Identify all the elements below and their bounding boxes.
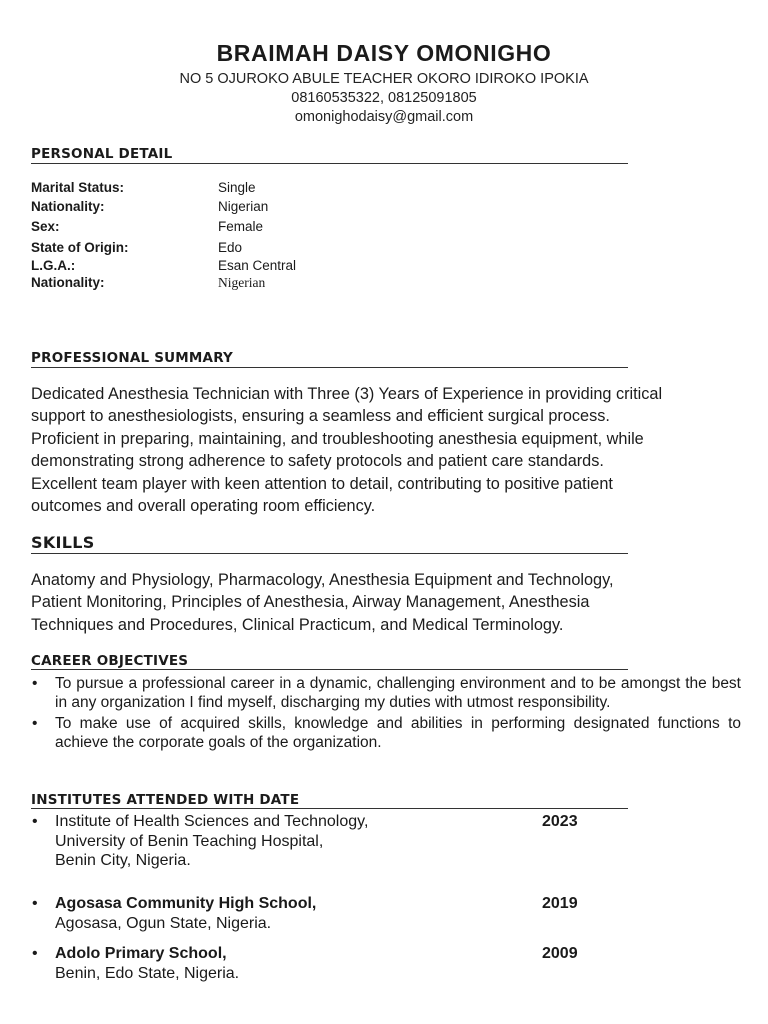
institution-name: Agosasa Community High School, <box>55 895 317 912</box>
institution-line: University of Benin Teaching Hospital, <box>55 832 324 850</box>
detail-value: Esan Central <box>218 258 297 273</box>
skills-text <box>31 569 751 636</box>
bullet-icon: • <box>32 813 38 830</box>
skills-line: Techniques and Procedures, Clinical Practicum, and Medical Terminology. <box>31 615 564 634</box>
bullet-icon: • <box>32 945 38 962</box>
skills-line: Patient Monitoring, Principles of Anesthesia, Airway Management, Anesthesia <box>31 593 590 612</box>
institution-name: Adolo Primary School, <box>55 945 227 962</box>
email-address: omonighodaisy@gmail.com <box>294 109 474 125</box>
graduation-year: 2009 <box>542 945 578 962</box>
graduation-year: 2023 <box>542 813 578 830</box>
skills-line: Anatomy and Physiology, Pharmacology, Anesthesia Equipment and Technology, <box>31 571 614 589</box>
institution-location: Benin, Edo State, Nigeria. <box>55 964 240 982</box>
detail-value: Edo <box>218 240 243 255</box>
summary-line: outcomes and overall operating room efficiency. <box>31 497 376 516</box>
objective-text: To make use of acquired skills, knowledge and abilities in performing designated functions to achieve the corporate goals of the organization. <box>55 715 741 751</box>
section-title: PROFESSIONAL SUMMARY <box>31 350 234 366</box>
detail-value: Single <box>218 180 256 195</box>
bullet-icon: • <box>32 675 38 692</box>
section-title: PERSONAL DETAIL <box>31 146 173 162</box>
professional-summary-heading <box>31 349 628 368</box>
summary-line: demonstrating strong adherence to safety protocols and patient care standards. <box>31 452 604 471</box>
detail-label: Marital Status: <box>31 180 125 195</box>
detail-value: Nigerian <box>218 275 266 290</box>
summary-line: Proficient in preparing, maintaining, and troubleshooting anesthesia equipment, while <box>31 429 644 448</box>
career-objectives-heading <box>31 652 628 670</box>
career-objectives-list <box>31 674 741 754</box>
institution-name: Institute of Health Sciences and Technology, <box>55 813 369 830</box>
detail-value: Female <box>218 219 264 234</box>
list-item <box>31 674 741 712</box>
skills-heading <box>31 533 628 554</box>
list-item <box>31 714 741 752</box>
detail-label: Nationality: <box>31 275 105 290</box>
graduation-year: 2019 <box>542 895 578 912</box>
detail-value: Nigerian <box>218 199 269 214</box>
detail-label: Nationality: <box>31 199 105 214</box>
phone-numbers: 08160535322, 08125091805 <box>291 90 477 106</box>
candidate-name: BRAIMAH DAISY OMONIGHO <box>216 40 552 66</box>
institution-location: Agosasa, Ogun State, Nigeria. <box>55 914 272 932</box>
education-item <box>31 812 631 872</box>
education-item <box>31 944 631 984</box>
institution-location: Benin City, Nigeria. <box>55 852 191 869</box>
bullet-icon: • <box>32 715 38 732</box>
summary-line: support to anesthesiologists, ensuring a seamless and efficient surgical process. <box>31 407 610 426</box>
professional-summary-text <box>31 383 751 517</box>
detail-label: Sex: <box>31 219 60 234</box>
education-heading <box>31 791 628 809</box>
detail-label: State of Origin: <box>31 240 129 255</box>
address: NO 5 OJUROKO ABULE TEACHER OKORO IDIROKO IPOKIA <box>179 71 589 87</box>
section-title: CAREER OBJECTIVES <box>31 653 189 669</box>
education-item <box>31 894 631 934</box>
summary-line: Dedicated Anesthesia Technician with Three (3) Years of Experience in providing critical <box>31 385 663 403</box>
objective-text: To pursue a professional career in a dynamic, challenging environment and to be amongst the best in any organization I find myself, discharging my duties with utmost responsibility. <box>55 675 741 711</box>
section-title: INSTITUTES ATTENDED WITH DATE <box>31 792 300 808</box>
personal-detail-heading <box>31 145 628 164</box>
bullet-icon: • <box>32 895 38 912</box>
section-title: SKILLS <box>31 533 95 552</box>
detail-label: L.G.A.: <box>31 258 76 273</box>
summary-line: Excellent team player with keen attention to detail, contributing to positive patient <box>31 474 613 493</box>
